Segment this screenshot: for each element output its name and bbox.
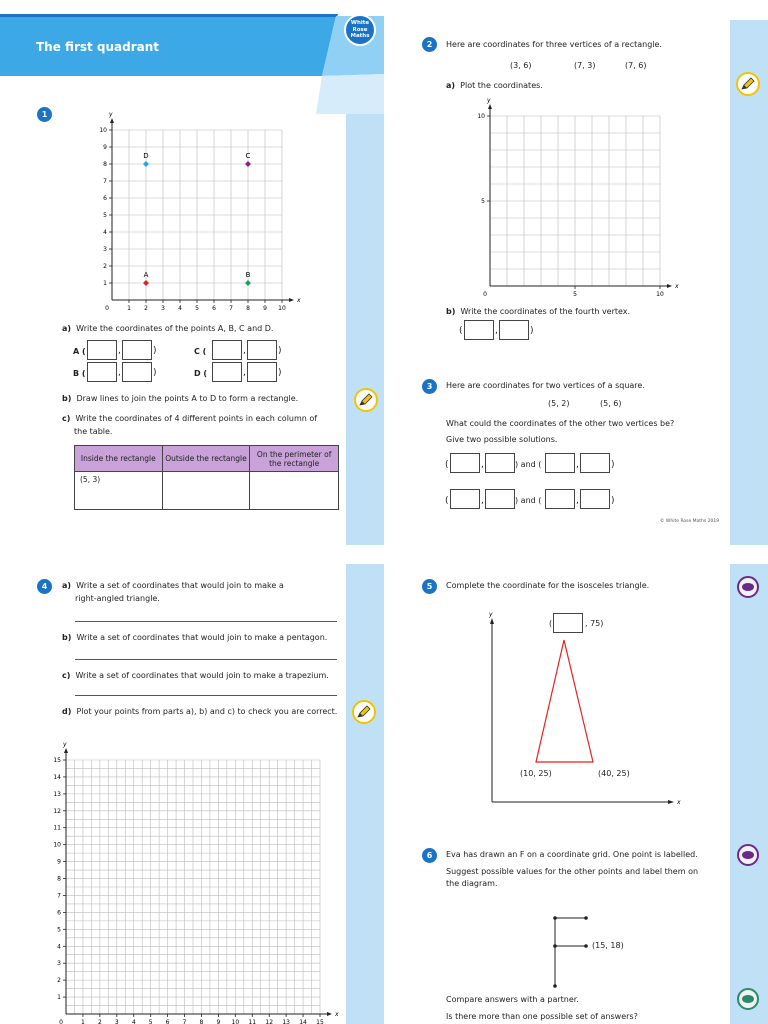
answer-box-a-y[interactable] xyxy=(122,340,152,360)
y-tick-label: 13 xyxy=(53,790,61,798)
pencil-icon-2 xyxy=(736,72,760,96)
question-4-number: 4 xyxy=(37,579,52,594)
question-1-number: 1 xyxy=(37,107,52,122)
y-tick-label: 7 xyxy=(57,892,61,900)
q4-d-letter: d) xyxy=(62,707,72,716)
q1-coordinate-grid xyxy=(92,108,302,318)
q6-text-1: Eva has drawn an F on a coordinate grid. One point is labelled. xyxy=(446,850,698,859)
q1-part-b xyxy=(62,393,298,405)
q4-b-letter: b) xyxy=(62,633,72,642)
x-tick-label: 9 xyxy=(216,1019,221,1024)
x-tick-label: 5 xyxy=(195,305,199,312)
pencil-icon-3 xyxy=(352,700,376,724)
page-1-sidebar xyxy=(346,110,384,545)
table-header-outside: Outside the rectangle xyxy=(162,446,250,472)
q4-a-letter: a) xyxy=(62,581,72,590)
q6-text-3: the diagram. xyxy=(446,879,498,888)
x-axis-arrow xyxy=(327,1012,332,1016)
q2-close-paren: ) xyxy=(530,326,534,336)
page-title: The first quadrant xyxy=(36,40,160,54)
y-tick-label: 14 xyxy=(53,773,61,781)
q2-comma: , xyxy=(495,326,498,336)
q5-y-arrow xyxy=(490,618,494,624)
close-a: ) xyxy=(153,346,157,356)
x-tick-label: 13 xyxy=(282,1019,290,1024)
x-tick-label: 2 xyxy=(97,1019,102,1024)
close-b: ) xyxy=(153,368,157,378)
q3-text-3: Give two possible solutions. xyxy=(446,435,558,444)
y-tick-label: 3 xyxy=(57,960,61,968)
q4-c-text: Write a set of coordinates that would join to make a trapezium. xyxy=(75,671,329,680)
point-b xyxy=(245,280,251,286)
table-header-inside: Inside the rectangle xyxy=(75,446,163,472)
y-tick-label: 9 xyxy=(57,858,61,866)
thinking-cloud-icon-3 xyxy=(737,988,759,1010)
q5-apex-open: ( xyxy=(549,619,553,628)
x-tick-label: 8 xyxy=(199,1019,204,1024)
q3-r2-box-2[interactable] xyxy=(485,489,515,509)
logo-line-2: Rose xyxy=(352,26,368,33)
y-tick-label: 10 xyxy=(53,841,61,849)
y-axis-arrow xyxy=(110,118,114,123)
logo-line-1: White xyxy=(350,20,370,26)
q1-b-letter: b) xyxy=(62,394,72,403)
q4-c-letter: c) xyxy=(62,671,71,680)
q1-b-text: Draw lines to join the points A to D to form a rectangle. xyxy=(76,394,299,403)
q3-r1-box-2[interactable] xyxy=(485,453,515,473)
q1-a-text: Write the coordinates of the points A, B, C and D. xyxy=(76,324,274,333)
q3-text-2: What could the coordinates of the other two vertices be? xyxy=(446,419,675,428)
q5-apex-answer-box[interactable] xyxy=(553,613,583,633)
y-tick-label: 1 xyxy=(103,280,107,287)
q2-coord-3: (7, 6) xyxy=(625,61,647,70)
x-tick-label: 15 xyxy=(316,1019,324,1024)
y-tick-label: 9 xyxy=(103,144,107,151)
x-tick-label: 5 xyxy=(573,291,577,298)
q1-part-a xyxy=(62,323,273,335)
q3-r1-close: ) xyxy=(611,460,615,470)
worksheet-page-3 xyxy=(0,556,384,1024)
x-axis-label: x xyxy=(335,1011,339,1018)
y-tick-label: 12 xyxy=(53,807,61,815)
x-tick-label: 1 xyxy=(81,1019,85,1024)
point-a xyxy=(143,280,149,286)
comma-c: , xyxy=(243,346,246,356)
y-tick-label: 2 xyxy=(103,263,107,270)
origin-label: 0 xyxy=(105,305,109,312)
q5-x-label: x xyxy=(677,799,681,806)
q3-r2-box-3[interactable] xyxy=(545,489,575,509)
x-tick-label: 8 xyxy=(246,305,250,312)
x-tick-label: 6 xyxy=(212,305,216,312)
q4-part-b xyxy=(62,632,327,644)
coord-label-c: C ( xyxy=(194,347,207,356)
x-axis-arrow xyxy=(289,298,294,302)
x-tick-label: 9 xyxy=(263,305,267,312)
coord-label-d: D ( xyxy=(194,369,208,378)
q3-r2-box-1[interactable] xyxy=(450,489,480,509)
question-2-number: 2 xyxy=(422,37,437,52)
q3-text: Here are coordinates for two vertices of a square. xyxy=(446,381,645,390)
q1-part-c xyxy=(62,413,317,425)
y-tick-label: 10 xyxy=(99,127,107,134)
y-tick-label: 7 xyxy=(103,178,107,185)
y-tick-label: 6 xyxy=(103,195,107,202)
q3-r1-and: ) and ( xyxy=(515,460,542,469)
worksheet-page-2 xyxy=(384,0,768,545)
table-cell-inside[interactable]: (5, 3) xyxy=(75,472,163,510)
y-axis-label: y xyxy=(63,741,67,748)
y-tick-label: 8 xyxy=(57,875,61,883)
q3-r2-close: ) xyxy=(611,496,615,506)
q1-c-text-2: the table. xyxy=(74,427,113,436)
q1-a-letter: a) xyxy=(62,324,72,333)
q2-coord-1: (3, 6) xyxy=(510,61,532,70)
q6-text-4: Compare answers with a partner. xyxy=(446,995,579,1004)
point-c xyxy=(245,161,251,167)
q3-r1-comma-1: , xyxy=(481,460,484,470)
q4-part-d xyxy=(62,706,337,718)
x-tick-label: 4 xyxy=(178,305,182,312)
q2-coord-2: (7, 3) xyxy=(574,61,596,70)
point-label-c: C xyxy=(245,152,251,160)
q6-text-5: Is there more than one possible set of answers? xyxy=(446,1012,638,1021)
y-axis-arrow xyxy=(488,104,492,109)
q4-b-text: Write a set of coordinates that would join to make a pentagon. xyxy=(76,633,328,642)
y-tick-label: 5 xyxy=(481,198,485,205)
x-tick-label: 12 xyxy=(265,1019,274,1024)
point-label-d: D xyxy=(143,152,149,160)
x-axis-arrow xyxy=(667,284,672,288)
q2-answer-x[interactable] xyxy=(464,320,494,340)
q3-coord-1: (5, 2) xyxy=(548,399,570,408)
q5-left-vertex: (10, 25) xyxy=(520,769,552,778)
x-tick-label: 2 xyxy=(144,305,148,312)
q5-x-arrow xyxy=(668,800,674,804)
y-axis-arrow xyxy=(64,748,68,753)
q4-c-answer-line[interactable] xyxy=(75,695,337,696)
comma-b: , xyxy=(118,368,121,378)
answer-box-b-y[interactable] xyxy=(122,362,152,382)
q3-coord-2: (5, 6) xyxy=(600,399,622,408)
q3-r2-and: ) and ( xyxy=(515,496,542,505)
q3-r2-comma-1: , xyxy=(481,496,484,506)
copyright: © White Rose Maths 2019 xyxy=(660,519,720,524)
y-tick-label: 3 xyxy=(103,246,107,253)
q1-c-letter: c) xyxy=(62,414,71,423)
answer-box-a-x[interactable] xyxy=(87,340,117,360)
x-tick-label: 11 xyxy=(248,1019,257,1024)
y-tick-label: 6 xyxy=(57,909,61,917)
table-cell-perimeter[interactable] xyxy=(250,472,339,510)
x-tick-label: 10 xyxy=(231,1019,240,1024)
question-5-number: 5 xyxy=(422,579,437,594)
y-tick-label: 4 xyxy=(57,943,61,951)
y-tick-label: 2 xyxy=(57,977,61,985)
q3-r1-open: ( xyxy=(445,460,449,470)
x-tick-label: 10 xyxy=(656,291,664,298)
title-banner xyxy=(0,14,384,114)
origin-label: 0 xyxy=(59,1019,63,1024)
close-c: ) xyxy=(278,346,282,356)
x-tick-label: 3 xyxy=(114,1019,119,1024)
y-tick-label: 8 xyxy=(103,161,107,168)
x-tick-label: 7 xyxy=(182,1019,187,1024)
q2-b-text: Write the coordinates of the fourth vertex. xyxy=(460,307,631,316)
thinking-cloud-icon-2 xyxy=(737,844,759,866)
answer-box-d-y[interactable] xyxy=(247,362,277,382)
q4-part-c xyxy=(62,670,329,682)
q6-text-2: Suggest possible values for the other points and label them on xyxy=(446,867,699,876)
q3-r1-box-3[interactable] xyxy=(545,453,575,473)
q4-b-answer-line[interactable] xyxy=(75,659,337,660)
q4-a-text-2: right-angled triangle. xyxy=(75,594,160,603)
point-label-a: A xyxy=(143,271,149,279)
coord-label-b: B ( xyxy=(73,369,86,378)
thinking-cloud-icon-1 xyxy=(737,576,759,598)
y-axis-label: y xyxy=(487,97,491,104)
x-tick-label: 10 xyxy=(278,305,286,312)
q4-coordinate-grid xyxy=(36,732,346,1024)
q3-r2-box-4[interactable] xyxy=(580,489,610,509)
answer-box-c-y[interactable] xyxy=(247,340,277,360)
q6-point-label: (15, 18) xyxy=(592,941,624,950)
page-4-sidebar xyxy=(730,564,768,1024)
q5-text: Complete the coordinate for the isosceles triangle. xyxy=(446,581,650,590)
q1-c-text-1: Write the coordinates of 4 different points in each column of xyxy=(75,414,318,423)
x-axis-label: x xyxy=(675,283,679,290)
q4-a-answer-line[interactable] xyxy=(75,621,337,622)
x-tick-label: 5 xyxy=(148,1019,153,1024)
page-2-sidebar xyxy=(730,20,768,545)
q5-triangle-diagram xyxy=(480,608,680,812)
x-tick-label: 7 xyxy=(229,305,233,312)
q3-r1-box-1[interactable] xyxy=(450,453,480,473)
q2-open-paren: ( xyxy=(459,326,463,336)
x-tick-label: 1 xyxy=(127,305,131,312)
point-d xyxy=(143,161,149,167)
y-axis-label: y xyxy=(109,111,113,118)
q2-coordinate-grid xyxy=(477,97,680,300)
q6-f-diagram xyxy=(548,912,598,992)
worksheet-page-1 xyxy=(0,0,384,545)
pencil-icon xyxy=(354,388,378,412)
q4-part-a xyxy=(62,580,284,592)
x-tick-label: 6 xyxy=(165,1019,170,1024)
q2-text: Here are coordinates for three vertices of a rectangle. xyxy=(446,40,662,49)
q3-r1-comma-2: , xyxy=(576,460,579,470)
q4-a-text-1: Write a set of coordinates that would join to make a xyxy=(76,581,284,590)
q2-part-b xyxy=(446,306,630,318)
answer-box-d-x[interactable] xyxy=(212,362,242,382)
origin-label: 0 xyxy=(483,291,487,298)
y-tick-label: 15 xyxy=(53,757,61,764)
q2-a-text: Plot the coordinates. xyxy=(460,81,543,90)
logo-line-3: Maths xyxy=(350,33,370,39)
y-tick-label: 1 xyxy=(57,994,61,1002)
q4-d-text: Plot your points from parts a), b) and c) to check you are correct. xyxy=(76,707,338,716)
q3-r2-comma-2: , xyxy=(576,496,579,506)
x-tick-label: 4 xyxy=(131,1019,136,1024)
q3-r2-open: ( xyxy=(445,496,449,506)
q2-answer-y[interactable] xyxy=(499,320,529,340)
x-tick-label: 3 xyxy=(161,305,165,312)
close-d: ) xyxy=(278,368,282,378)
table-cell-outside[interactable] xyxy=(162,472,250,510)
q2-a-letter: a) xyxy=(446,81,456,90)
y-tick-label: 5 xyxy=(57,926,61,934)
q5-isosceles-triangle xyxy=(536,640,593,762)
answer-box-b-x[interactable] xyxy=(87,362,117,382)
y-tick-label: 5 xyxy=(103,212,107,219)
comma-d: , xyxy=(243,368,246,378)
question-3-number: 3 xyxy=(422,379,437,394)
point-label-b: B xyxy=(245,271,251,279)
y-tick-label: 4 xyxy=(103,229,107,236)
y-tick-label: 10 xyxy=(477,113,485,120)
y-tick-label: 11 xyxy=(53,824,61,832)
q3-r1-box-4[interactable] xyxy=(580,453,610,473)
q1-table xyxy=(74,445,339,510)
comma-a: , xyxy=(118,346,121,356)
table-header-perimeter: On the perimeter of the rectangle xyxy=(250,446,339,472)
q2-b-letter: b) xyxy=(446,307,456,316)
q5-right-vertex: (40, 25) xyxy=(598,769,630,778)
x-axis-label: x xyxy=(297,297,301,304)
answer-box-c-x[interactable] xyxy=(212,340,242,360)
page-3-sidebar xyxy=(346,564,384,1024)
q5-apex-suffix: , 75) xyxy=(585,619,604,628)
q2-part-a xyxy=(446,80,543,92)
question-6-number: 6 xyxy=(422,848,437,863)
white-rose-maths-logo xyxy=(344,14,376,46)
coord-label-a: A ( xyxy=(73,347,86,356)
q5-y-label: y xyxy=(489,611,493,618)
x-tick-label: 14 xyxy=(299,1019,307,1024)
worksheet-page-4 xyxy=(384,556,768,1024)
